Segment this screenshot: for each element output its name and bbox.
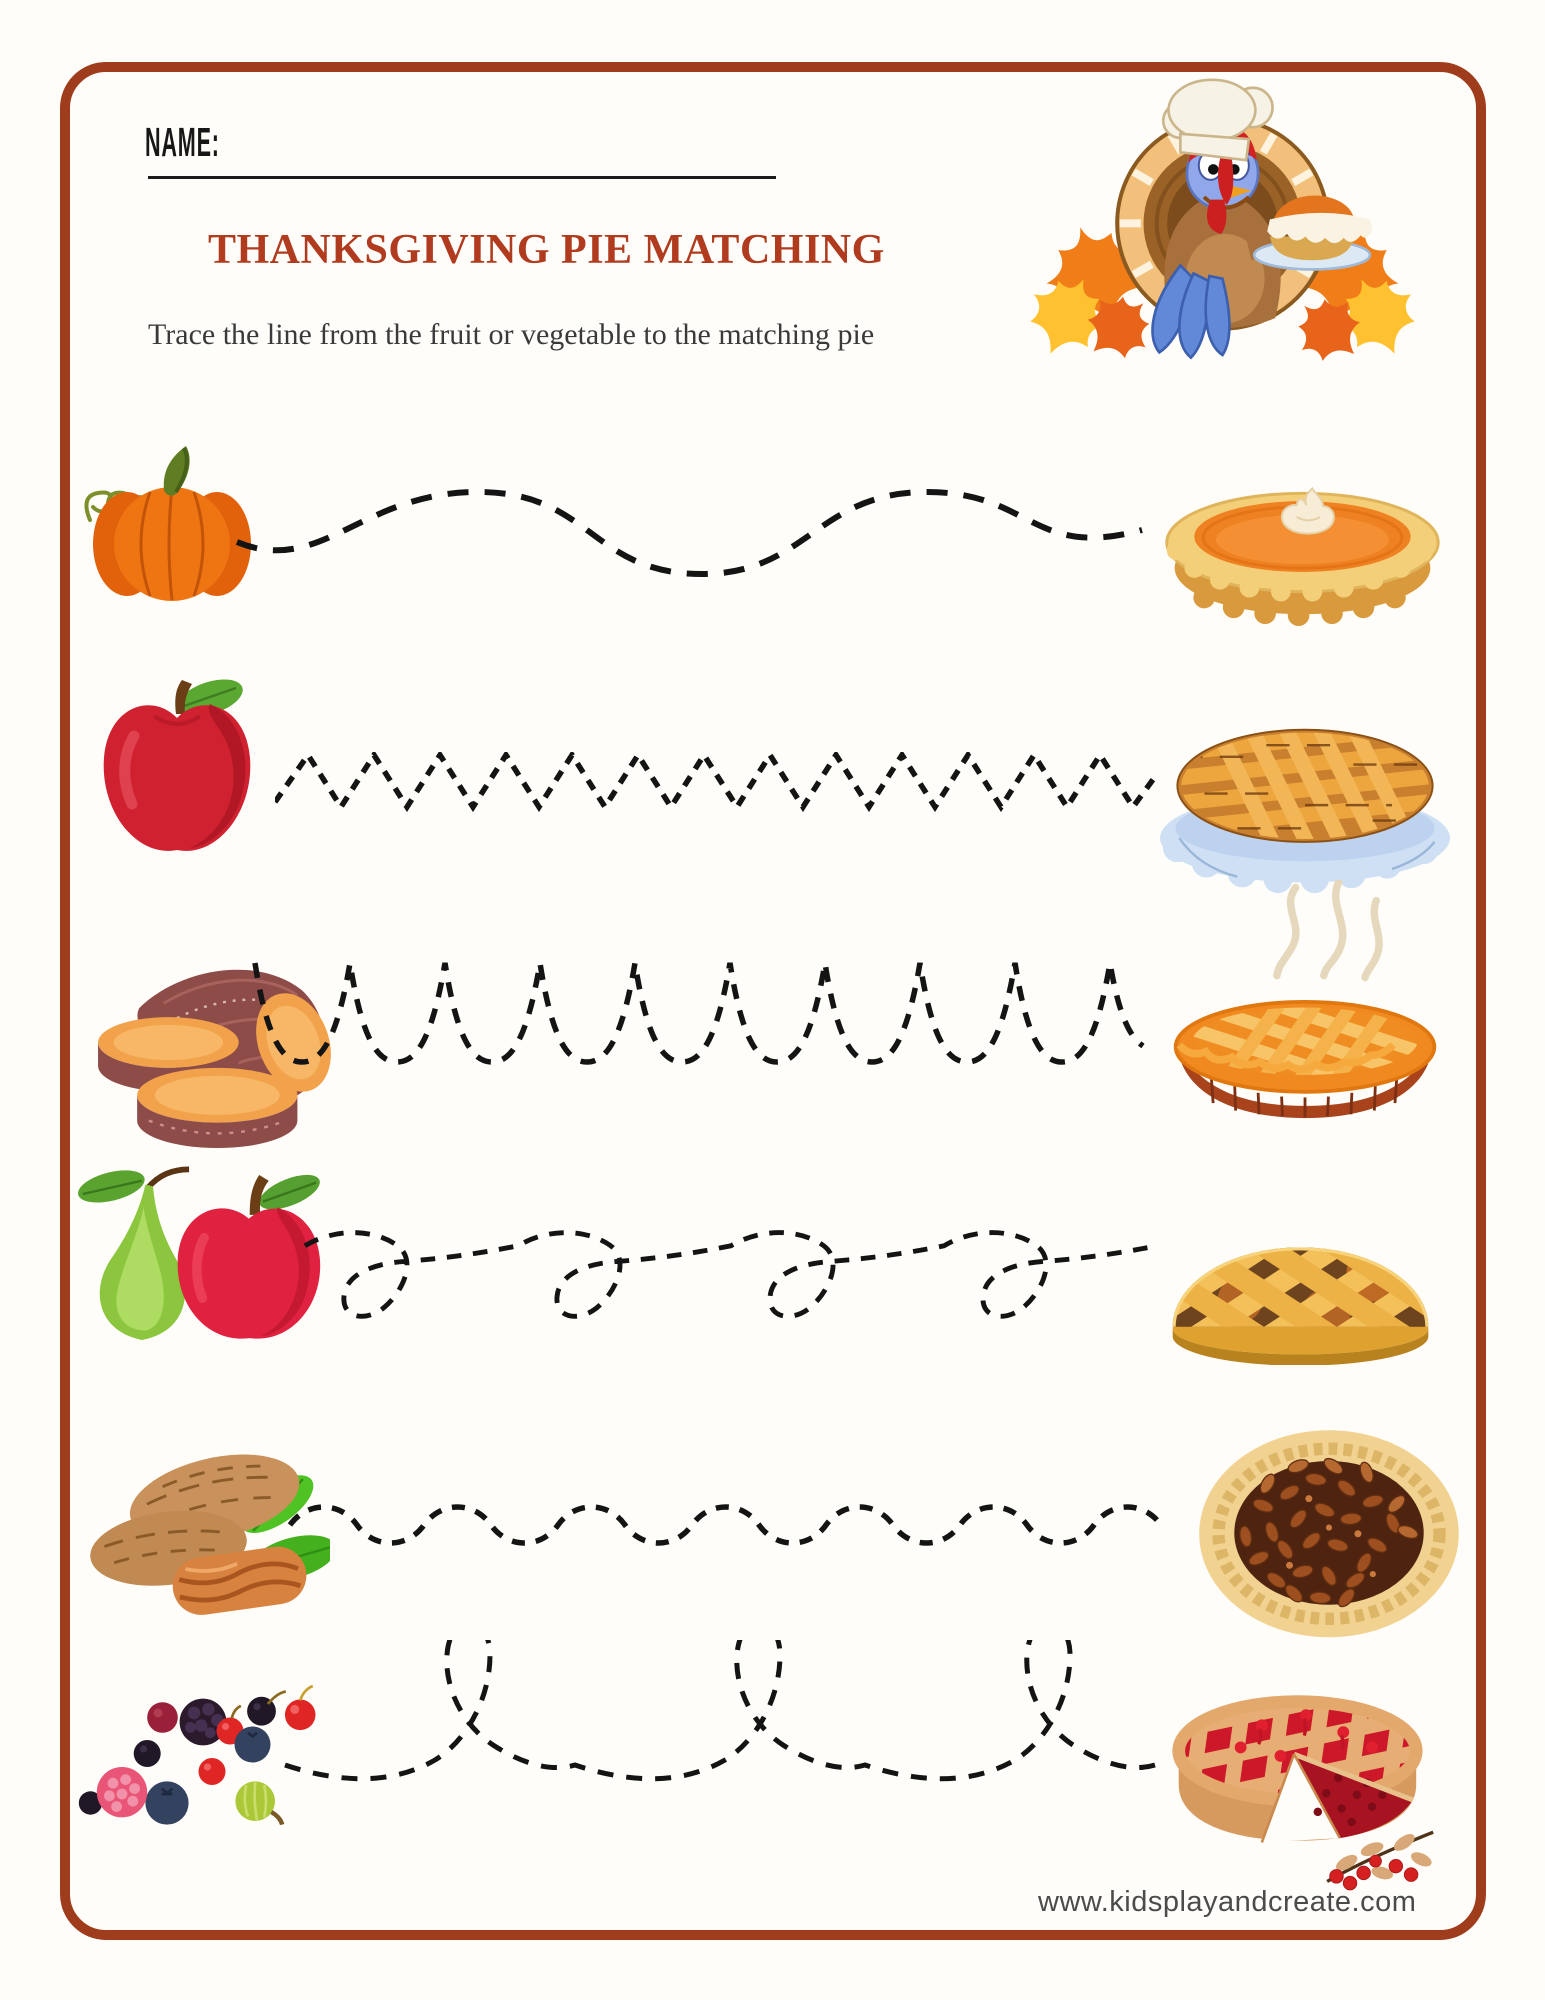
lattice-pie-icon (1158, 1166, 1443, 1365)
name-write-line (148, 176, 776, 179)
trace-line-loops-down (300, 1185, 1160, 1375)
pumpkin-pie-icon (1155, 452, 1450, 629)
trace-line-zigzag (275, 752, 1160, 818)
website-url: www.kidsplayandcreate.com (1038, 1886, 1417, 1918)
steaming-pie-icon (1155, 880, 1455, 1119)
pecan-pie-icon (1193, 1418, 1465, 1646)
trace-line-small-wave (285, 1495, 1160, 1550)
apple-pie-icon (1150, 693, 1460, 896)
apple-icon (92, 660, 262, 875)
pear-and-apple-icon (62, 1158, 337, 1376)
trace-line-wave (232, 462, 1147, 587)
page-title: THANKSGIVING PIE MATCHING (208, 227, 885, 273)
turkey-chef-logo-icon (1025, 68, 1420, 384)
berry-pie-icon (1160, 1666, 1440, 1895)
trace-line-loops-up (280, 1640, 1160, 1840)
trace-line-scallop (250, 948, 1150, 1073)
instructions-text: Trace the line from the fruit or vegetable to the matching pie (148, 318, 875, 351)
name-label: NAME: (145, 120, 220, 165)
